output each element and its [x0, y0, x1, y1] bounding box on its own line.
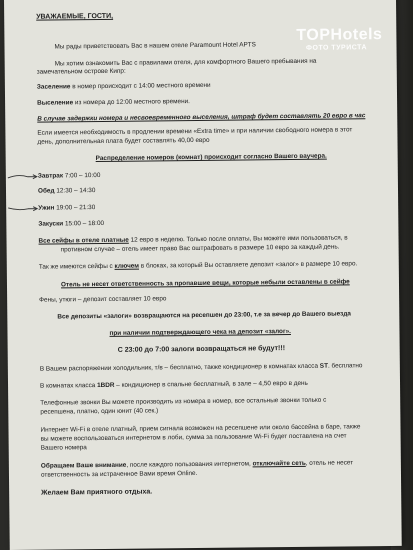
breakfast-line	[38, 169, 398, 181]
extra-time-line-1: Если имеется необходимость в продлении времени «Extra time» и при наличии свободного номера в этот	[37, 126, 353, 137]
checkout-label: Выселение	[37, 99, 74, 107]
checkout-line	[37, 96, 397, 108]
wifi-line-1: Интернет Wi-Fi в отеле платный, прием сигнала возможен на ресепшене или около бассейна в баре, также	[40, 423, 361, 434]
dinner-label: Ужин	[38, 204, 55, 212]
wifi-line-2: вы можете воспользоваться интернетом в лоби, сумма за пользование Wi-Fi будет поставлена на счет	[40, 432, 347, 443]
rules-document	[4, 0, 402, 550]
aircon-text-a: В комнатах класса	[40, 382, 98, 390]
safes-text: 12 евро в неделю. Только после оплаты, Вы можете ими пользоваться, в	[128, 234, 348, 244]
safes-line-2: противном случае – отель имеет право Вас оштрафовать в размере 10 евро за каждый день.	[60, 243, 340, 254]
pen-mark-icon	[6, 205, 40, 213]
aircon-text-b: – кондиционер в спальне бесплатный, в зале – 4,50 евро в день	[114, 379, 308, 389]
no-return-notice: С 23:00 до 7:00 залоги возвращаться не будут!!!	[117, 345, 286, 354]
checkin-label: Заселение	[36, 83, 71, 91]
safes-keys-text-a: Так же имеются сейфы с	[38, 262, 115, 271]
checkin-text: в номер происходит с 14:00 местного времени	[70, 81, 211, 91]
safes-keys-line	[39, 260, 399, 272]
extra-time-line-2: день, дополнительная плата будет составлять 40,00 евро	[37, 136, 210, 146]
watermark-subtitle: ФОТО ТУРИСТА	[305, 44, 368, 52]
attention-text-end: , отель не несет	[305, 459, 354, 467]
phone-line-1: Телефонные звонки Вы можете производить из номера в номер, все остальные звонки только с	[40, 396, 327, 407]
hairdryer-deposit: Фены, утюги – депозит составляет 10 евро	[39, 295, 167, 304]
fridge-line	[40, 362, 400, 374]
rooms-distribution: Распределение номеров (комнат) происходит согласно Вашего ваучера.	[95, 152, 327, 163]
intro-line-2: замечательном острове Кипр:	[36, 67, 126, 76]
dinner-time: 19:00 – 21:30	[54, 204, 96, 212]
attention-line-2: ответственность за истраченное Вами время Online.	[40, 470, 198, 479]
safes-keys-text-b: в блоках, за который Вы оставляете депозит «залог» в размере 10 евро.	[138, 260, 358, 270]
attention-text: , после каждого пользования интернетом,	[126, 460, 253, 469]
phone-line-2: ресепшена, платно, один юнит (40 сек.)	[40, 407, 159, 416]
attention-disconnect: отключайте сеть	[252, 459, 306, 468]
intro-line-1: Мы хотим ознакомить Вас с правилами отеля, для комфортного Вашего пребывания на	[54, 57, 317, 68]
snacks-time: 15:00 – 18:00	[63, 219, 105, 228]
deposits-receipt: при наличии подтверждающего чека на депозит «залог».	[109, 328, 291, 337]
lunch-time: 12:30 – 14:30	[54, 187, 96, 195]
aircon-room-class: 1BDR	[97, 381, 115, 390]
wifi-line-3: Вашего номера	[40, 444, 87, 452]
document-title: УВАЖАЕМЫЕ, ГОСТИ,	[36, 12, 114, 21]
welcome-text: Мы рады приветствовать Вас в нашем отеле Paramount Hotel APTS	[54, 41, 256, 51]
farewell: Желаем Вам приятного отдыха.	[41, 488, 153, 497]
safes-label: Все сейфы в отеле платные	[38, 236, 129, 245]
fridge-text-end: . бесплатно	[327, 362, 363, 370]
checkout-text: из номера до 12:00 местного времени.	[73, 98, 190, 107]
breakfast-label: Завтрак	[37, 172, 64, 180]
checkin-line	[37, 80, 397, 92]
fridge-room-class: ST	[319, 362, 328, 370]
dinner-line	[38, 201, 398, 213]
lunch-line	[38, 184, 398, 196]
late-penalty-notice: В случае задержки номера и несвоевременного выселения, штраф будет составлять 20 евро в час	[37, 112, 366, 123]
aircon-line	[40, 379, 400, 391]
safes-keys-key: ключем	[114, 262, 140, 270]
snacks-label: Закуски	[38, 220, 64, 228]
snacks-line	[38, 217, 398, 229]
pen-mark-icon	[6, 173, 40, 181]
lunch-label: Обед	[37, 187, 55, 195]
breakfast-time: 7:00 – 10:00	[63, 172, 101, 180]
watermark-logo: TOPHotels	[296, 26, 383, 44]
not-responsible-notice: Отель не несет ответственность за пропавшие вещи, которые небыли оставлены в сейфе	[60, 278, 350, 289]
fridge-text: В Вашем распоряжении холодильник, т/в – бесплатно, также кондиционер в комнатах класса	[39, 362, 320, 373]
watermark	[296, 26, 383, 52]
attention-label: Обращаем Ваше внимание	[40, 461, 127, 470]
deposits-return: Все депозиты «залоги» возвращаются на ресепшен до 23:00, т.е за вечер до Вашего выезда	[57, 310, 351, 321]
